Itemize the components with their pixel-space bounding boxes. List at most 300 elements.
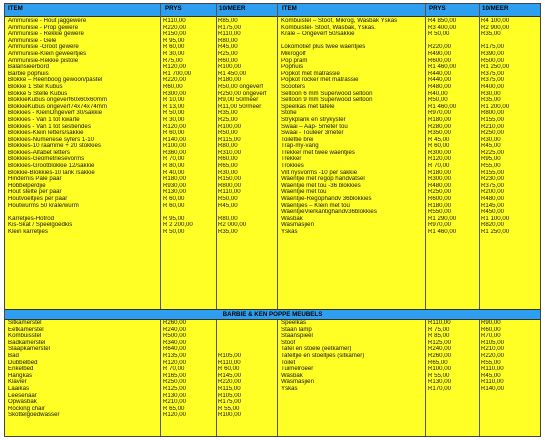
table-row bbox=[8, 366, 276, 373]
cell-prys: R360,00 bbox=[163, 149, 187, 156]
cell-item: Kombuistel – Stoof, Mikrog, Wasbak Yskas bbox=[281, 18, 398, 24]
table-row bbox=[281, 18, 539, 25]
table-row bbox=[8, 196, 276, 203]
cell-item: Leesenaar bbox=[8, 392, 37, 399]
cell-prys: R340,00 bbox=[163, 339, 187, 346]
cell-item: Blokkies - Van 1 tot kwarte bbox=[8, 116, 80, 123]
cell-prys: R1 700,00 bbox=[163, 70, 192, 77]
cell-item: Hout stelte per paar bbox=[8, 189, 62, 196]
table-row bbox=[8, 58, 276, 65]
cell-prys: R140,00 bbox=[163, 136, 187, 143]
table-row bbox=[8, 104, 276, 111]
cell-prys: R480,00 bbox=[428, 83, 452, 90]
table-row bbox=[281, 327, 539, 334]
cell-item: Houtvoeltjies per paar bbox=[8, 196, 68, 203]
cell-meer: R500,00 bbox=[481, 57, 505, 64]
table-row bbox=[8, 209, 276, 216]
cell-prys: R260,00 bbox=[163, 320, 187, 326]
table-row bbox=[281, 156, 539, 163]
cell-prys: R970,00 bbox=[428, 110, 452, 117]
cell-meer: R65,00 bbox=[218, 163, 238, 170]
cell-item: Hobbelperdjie bbox=[8, 182, 46, 189]
table-row bbox=[8, 346, 276, 353]
cell-prys: R110,00 bbox=[163, 18, 186, 24]
cell-meer: R200,00 bbox=[481, 189, 505, 196]
bottom-right-list bbox=[281, 320, 539, 393]
table-row bbox=[281, 353, 539, 360]
cell-item: Kombuistel- Stoof, Wasbak, Yskas. bbox=[281, 24, 376, 31]
cell-prys: R 50,00 bbox=[428, 31, 450, 38]
cell-meer: R45,00 bbox=[481, 372, 501, 379]
cell-meer: R1 250,00 bbox=[481, 229, 510, 235]
header-prys-right: PRYS bbox=[429, 5, 446, 12]
cell-meer: R 55,00 bbox=[218, 405, 240, 412]
table-row bbox=[8, 386, 276, 393]
cell-meer: R9,00 50/meer bbox=[218, 97, 259, 104]
cell-item: Ammunisie -Groot gewere bbox=[8, 44, 79, 51]
cell-meer: R30,00 bbox=[481, 90, 501, 97]
header-item-left: ITEM bbox=[8, 5, 23, 12]
cell-meer: R140,00 bbox=[481, 385, 505, 392]
cell-prys: R150,00 bbox=[163, 31, 187, 38]
table-row bbox=[8, 216, 276, 223]
cell-meer: R60,00 bbox=[481, 326, 501, 333]
cell-meer: R1 450,00 bbox=[218, 70, 247, 77]
header-meer-right: 10/MEER bbox=[482, 5, 509, 12]
cell-meer: R30,00 bbox=[218, 169, 238, 176]
cell-item: Waentjie met tou -36 blokkies bbox=[281, 182, 361, 189]
cell-item: BlokkieKubus ongeverf60x60x60mm bbox=[8, 97, 107, 104]
table-row bbox=[281, 209, 539, 216]
cell-prys: R600,00 bbox=[428, 57, 452, 64]
cell-prys: R 10,00 bbox=[163, 97, 185, 104]
table-row bbox=[281, 97, 539, 104]
table-row bbox=[8, 406, 276, 413]
header-item-right: ITEM bbox=[282, 5, 297, 12]
cell-meer: R80,00 bbox=[218, 143, 238, 150]
table-row bbox=[281, 124, 539, 131]
cell-prys: R 30,00 bbox=[163, 116, 185, 123]
cell-prys: R 95,00 bbox=[163, 215, 185, 222]
cell-prys: R 60,00 bbox=[428, 143, 450, 150]
table-row bbox=[8, 393, 276, 400]
cell-meer: R230,00 bbox=[481, 176, 505, 183]
cell-meer: R70,00 bbox=[481, 333, 501, 340]
cell-item: Waentjie met regop handvatsel bbox=[281, 176, 365, 183]
table-row bbox=[8, 117, 276, 124]
cell-item: Swaai – Aap- 5meter tou bbox=[281, 123, 348, 130]
cell-item: Yskas bbox=[281, 385, 298, 392]
cell-prys: R250,00 bbox=[428, 189, 452, 196]
table-row bbox=[281, 203, 539, 210]
table-row bbox=[8, 143, 276, 150]
header-prys-left: PRYS bbox=[165, 5, 182, 12]
cell-meer: R450,00 bbox=[481, 209, 505, 216]
cell-meer: R2 000,00 bbox=[218, 222, 247, 229]
table-row bbox=[281, 222, 539, 229]
table-row bbox=[8, 110, 276, 117]
cell-prys: R4 850,00 bbox=[428, 18, 457, 24]
cell-item: Tuimelroeer bbox=[281, 366, 314, 373]
cell-prys: R110,00 bbox=[428, 320, 451, 326]
cell-meer: R155,00 bbox=[481, 169, 505, 176]
table-row bbox=[8, 189, 276, 196]
cell-prys: R280,00 bbox=[428, 123, 452, 130]
cell-item: Blokkies - KleinOngeverf 30/sakkie bbox=[8, 110, 103, 117]
table-row bbox=[8, 71, 276, 78]
table-row bbox=[8, 91, 276, 98]
cell-item: Trekker met twee waentjies bbox=[281, 149, 355, 156]
cell-prys: R180,00 bbox=[163, 176, 187, 183]
cell-prys: R 55,00 bbox=[428, 372, 450, 379]
cell-prys: R 2 200,00 bbox=[163, 222, 193, 229]
table-row bbox=[8, 412, 276, 419]
table-row bbox=[8, 150, 276, 157]
cell-item: Popkot met matrassie bbox=[281, 70, 340, 77]
table-row bbox=[8, 84, 276, 91]
table-row bbox=[281, 104, 539, 111]
cell-item: Speelkas met tafele bbox=[281, 103, 335, 110]
table-row bbox=[8, 222, 276, 229]
cell-prys: R1 460,00 bbox=[428, 103, 457, 110]
cell-prys: R970,00 bbox=[428, 222, 452, 229]
table-row bbox=[281, 346, 539, 353]
cell-prys: R600,00 bbox=[428, 196, 452, 203]
cell-item: Swaai - Touleer 3meter bbox=[281, 130, 344, 137]
table-row bbox=[8, 137, 276, 144]
cell-meer: R35,00 bbox=[218, 229, 238, 235]
cell-item: Eetkamerstel bbox=[8, 326, 44, 333]
cell-prys: R125,00 bbox=[163, 385, 187, 392]
cell-prys: R135,00 bbox=[163, 352, 187, 359]
cell-meer: R375,00 bbox=[481, 70, 505, 77]
cell-prys: R130,00 bbox=[163, 189, 187, 196]
table-row bbox=[281, 216, 539, 223]
table-row bbox=[281, 170, 539, 177]
cell-prys: R1 460,00 bbox=[428, 229, 457, 235]
cell-prys: R 70,00 bbox=[428, 163, 450, 170]
cell-meer: R50,00 ongeverf bbox=[218, 83, 264, 90]
table-row bbox=[8, 44, 276, 51]
table-row bbox=[281, 117, 539, 124]
cell-item: Laaikas bbox=[8, 385, 30, 392]
cell-item: Wasmasjien bbox=[281, 379, 314, 386]
cell-prys: R 60,00 bbox=[163, 196, 185, 203]
table-row bbox=[281, 71, 539, 78]
cell-prys: R120,00 bbox=[163, 359, 187, 366]
cell-item: Toilettie brei bbox=[281, 136, 314, 143]
cell-meer: R250,00 ongeverf bbox=[218, 90, 267, 97]
cell-meer: R45,00 bbox=[481, 143, 501, 150]
cell-item: Stoof bbox=[281, 339, 296, 346]
cell-prys: R240,00 bbox=[163, 326, 187, 333]
table-row bbox=[281, 379, 539, 386]
cell-prys: R180,00 bbox=[428, 169, 452, 176]
cell-item: Strykplank en strykyster bbox=[281, 116, 346, 123]
table-row bbox=[8, 360, 276, 367]
cell-item: Trap-my-vang bbox=[281, 143, 319, 150]
cell-item: Staan lamp bbox=[281, 326, 312, 333]
cell-meer: R175,00 bbox=[218, 399, 242, 406]
cell-meer: R105,00 bbox=[218, 352, 242, 359]
table-header bbox=[5, 4, 540, 17]
cell-item: Popkot rocker met matrassie bbox=[281, 77, 359, 84]
cell-prys: R640,00 bbox=[163, 346, 187, 353]
cell-item: Toilet bbox=[281, 359, 296, 366]
table-row bbox=[8, 51, 276, 58]
table-row bbox=[8, 373, 276, 380]
cell-meer: R25,00 bbox=[218, 50, 238, 57]
cell-prys: R170,00 bbox=[428, 385, 452, 392]
cell-meer: R375,00 bbox=[481, 182, 505, 189]
cell-meer: R175,00 bbox=[481, 44, 505, 51]
cell-item: Seltoon 6 mm Superwood seltoon bbox=[281, 90, 373, 97]
header-meer-left: 10/MEER bbox=[219, 5, 246, 12]
cell-meer: R80,00 bbox=[218, 215, 238, 222]
cell-prys: R40,00 bbox=[428, 90, 448, 97]
cell-prys: R480,00 bbox=[428, 182, 452, 189]
cell-item: Staanspieël bbox=[281, 333, 313, 340]
table-row bbox=[281, 91, 539, 98]
cell-meer: R35,00 bbox=[218, 110, 238, 117]
cell-item: Blokkies-Numeriese syfers 1-10 bbox=[8, 136, 95, 143]
section-title: BARBIE & KEN POPPE MEUBELS bbox=[5, 309, 540, 320]
cell-meer: R110,00 bbox=[218, 359, 241, 366]
cell-item: Enkelbed bbox=[8, 366, 34, 373]
cell-item: Tafeltjie en stoeltjies (sitkamer) bbox=[281, 352, 365, 359]
cell-prys: R220,00 bbox=[163, 77, 187, 84]
table-row bbox=[281, 386, 539, 393]
cell-item: Slaapkamerstel bbox=[8, 346, 50, 353]
cell-prys: R260,00 bbox=[428, 352, 452, 359]
table-row bbox=[281, 163, 539, 170]
cell-item: Scooters bbox=[281, 83, 306, 90]
cell-prys: R 65,00 bbox=[163, 405, 185, 412]
cell-prys: R350,00 bbox=[428, 130, 452, 137]
table-row bbox=[281, 333, 539, 340]
cell-prys: R60,00 bbox=[163, 83, 183, 90]
cell-item: Opwasbak bbox=[8, 399, 37, 406]
cell-meer: R310,00 bbox=[218, 149, 242, 156]
cell-item: Karretjies-Hotrod bbox=[8, 215, 55, 222]
cell-meer: R210,00 bbox=[481, 346, 505, 353]
cell-meer: R1 250,00 bbox=[481, 64, 510, 71]
cell-prys: R100,00 bbox=[428, 366, 452, 373]
cell-prys: R 60,00 bbox=[163, 130, 185, 137]
cell-meer: R225,00 bbox=[481, 149, 505, 156]
table-row bbox=[8, 327, 276, 334]
cell-meer: R110,00 bbox=[481, 366, 504, 373]
cell-item: Ammunisie - Rekkie gewere bbox=[8, 31, 84, 38]
cell-prys: R240,00 bbox=[428, 346, 452, 353]
price-list-sheet bbox=[4, 3, 541, 437]
table-row bbox=[281, 189, 539, 196]
top-right-list bbox=[281, 18, 539, 236]
cell-item: Klein karretjies bbox=[8, 229, 48, 235]
table-row bbox=[8, 18, 276, 25]
table-row bbox=[281, 373, 539, 380]
cell-meer: R800,00 bbox=[218, 182, 242, 189]
table-row bbox=[281, 25, 539, 32]
cell-item: Lokomotief plus twee waentjies bbox=[281, 44, 366, 51]
table-row bbox=[8, 399, 276, 406]
cell-meer: R85,00 bbox=[218, 18, 238, 24]
cell-item: Waentjies – Klein met tou bbox=[281, 202, 350, 209]
cell-item: Barbie pophuis bbox=[8, 70, 49, 77]
table-row bbox=[8, 130, 276, 137]
cell-meer: R150,00 bbox=[218, 176, 242, 183]
table-row bbox=[281, 360, 539, 367]
table-row bbox=[281, 38, 539, 45]
cell-item: Trekker bbox=[281, 156, 302, 163]
cell-meer: R60,00 bbox=[218, 57, 238, 64]
cell-meer: R60,00 bbox=[218, 156, 238, 163]
cell-meer: R250,00 bbox=[481, 130, 505, 137]
cell-item: Tafel en stoele (eetkamer) bbox=[281, 346, 352, 353]
cell-item: Balansieerbord bbox=[8, 64, 49, 71]
cell-item: Blokkies-Alfabet letters bbox=[8, 149, 70, 156]
cell-item: Blokkie-Blokkies-10 lank /sakkie bbox=[8, 169, 95, 176]
cell-item: Wasbak bbox=[281, 372, 303, 379]
cell-item: Blokkies-Grootblokkie 12/sakkie bbox=[8, 163, 95, 170]
cell-item: Ammunisie-Rekkie pistole bbox=[8, 57, 79, 64]
cell-prys: R50,00 bbox=[428, 97, 448, 104]
table-row bbox=[8, 170, 276, 177]
table-row bbox=[281, 340, 539, 347]
table-row bbox=[8, 163, 276, 170]
cell-item: Kombuisstel bbox=[8, 333, 42, 340]
cell-meer: R95,00 bbox=[481, 156, 501, 163]
cell-prys: R 30,00 bbox=[163, 50, 185, 57]
table-row bbox=[8, 229, 276, 236]
cell-meer: R45,00 bbox=[218, 202, 238, 209]
cell-meer: R100,00 bbox=[218, 412, 242, 419]
cell-item: Sitkamerstel bbox=[8, 320, 42, 326]
cell-prys: R 13,00 bbox=[163, 103, 185, 110]
cell-item: Ammunisie - Gele bbox=[8, 37, 57, 44]
cell-meer: R30,00 bbox=[481, 136, 501, 143]
cell-item: Blokke 5 Stelle Kubus bbox=[8, 90, 68, 97]
table-row bbox=[281, 51, 539, 58]
cell-meer: R210,00 bbox=[481, 123, 505, 130]
cell-prys: R220,00 bbox=[163, 24, 187, 31]
table-row bbox=[8, 156, 276, 163]
cell-item: Hindernis Pale paar bbox=[8, 176, 62, 183]
cell-meer: R145,00 bbox=[218, 372, 242, 379]
cell-meer: R820,00 bbox=[481, 222, 505, 229]
cell-item: Blokkies-Geometriesevorms bbox=[8, 156, 85, 163]
cell-item: Yskas bbox=[281, 229, 298, 235]
cell-prys: R130,00 bbox=[428, 379, 452, 386]
cell-prys: R 40,00 bbox=[163, 169, 185, 176]
cell-meer: R115,00 bbox=[218, 385, 241, 392]
cell-item: BlokkieKubus ongeverf74x74x74mm bbox=[8, 103, 107, 110]
cell-meer: R390,00 bbox=[481, 50, 505, 57]
cell-prys: R300,00 bbox=[428, 176, 452, 183]
cell-meer: R110,00 bbox=[481, 379, 504, 386]
cell-item: Blokkies - Van 1 tot sestiendes bbox=[8, 123, 91, 130]
cell-meer: R105,00 bbox=[481, 339, 505, 346]
cell-meer: R175,00 bbox=[218, 24, 242, 31]
table-row bbox=[8, 25, 276, 32]
table-row bbox=[281, 130, 539, 137]
cell-meer: R220,00 bbox=[218, 379, 242, 386]
table-row bbox=[281, 137, 539, 144]
cell-prys: R180,00 bbox=[428, 202, 452, 209]
table-row bbox=[281, 196, 539, 203]
table-row bbox=[8, 183, 276, 190]
cell-item: Badkamerstel bbox=[8, 339, 46, 346]
cell-meer: R2 900,00 bbox=[481, 24, 510, 31]
cell-prys: R 70,00 bbox=[163, 366, 185, 373]
cell-item: Waentjie-Regophandv 36blokkies bbox=[281, 196, 372, 203]
cell-meer: R80,00 bbox=[218, 37, 238, 44]
top-left-list bbox=[8, 18, 276, 236]
cell-prys: R300,00 bbox=[163, 90, 187, 97]
cell-prys: R75,00 bbox=[163, 57, 183, 64]
cell-prys: R210,00 bbox=[163, 399, 187, 406]
cell-item: Ammunisie-Klein geweertjies bbox=[8, 50, 87, 57]
cell-item: Stofie bbox=[281, 110, 297, 117]
cell-item: Mikrogolf bbox=[281, 50, 306, 57]
cell-meer: R220,00 bbox=[481, 352, 505, 359]
cell-item: Pop pram bbox=[281, 57, 308, 64]
cell-meer: R105,00 bbox=[218, 392, 242, 399]
table-row bbox=[281, 58, 539, 65]
cell-item: Waentjie met tou bbox=[281, 189, 327, 196]
table-row bbox=[8, 77, 276, 84]
cell-item: Skottelgoedwasser bbox=[8, 412, 60, 419]
cell-prys: R930,00 bbox=[163, 182, 187, 189]
cell-item: WaentjieVierkantighandv36blokkies bbox=[281, 209, 377, 216]
cell-prys: R 95,00 bbox=[163, 37, 185, 44]
cell-prys: R440,00 bbox=[428, 70, 452, 77]
table-row bbox=[8, 176, 276, 183]
cell-prys: R 50,00 bbox=[163, 229, 185, 235]
cell-prys: R100,00 bbox=[163, 143, 187, 150]
cell-prys: R65,00 bbox=[428, 359, 448, 366]
cell-meer: R55,00 bbox=[481, 359, 501, 366]
table-row bbox=[281, 320, 539, 327]
cell-item: Speelkas bbox=[281, 320, 307, 326]
table-row bbox=[281, 229, 539, 236]
cell-item: Klavier bbox=[8, 379, 27, 386]
cell-item: Kis-Skat / Speelgoedkis bbox=[8, 222, 73, 229]
cell-prys: R550,00 bbox=[428, 209, 452, 216]
table-row bbox=[8, 320, 276, 327]
cell-prys: R130,00 bbox=[163, 392, 187, 399]
cell-meer: R35,00 bbox=[481, 97, 501, 104]
cell-item: Hangkas bbox=[8, 372, 33, 379]
table-row bbox=[8, 64, 276, 71]
table-row bbox=[8, 203, 276, 210]
table-row bbox=[281, 64, 539, 71]
cell-item: Houtwurms 50 krale/wurm bbox=[8, 202, 79, 209]
table-row bbox=[281, 366, 539, 373]
cell-meer: R55,00 bbox=[481, 163, 501, 170]
table-row bbox=[8, 379, 276, 386]
cell-meer: R1 200,00 bbox=[481, 103, 510, 110]
cell-meer: R100,00 bbox=[218, 64, 242, 71]
cell-meer: R800,00 bbox=[481, 110, 505, 117]
cell-prys: R1 290,00 bbox=[428, 215, 457, 222]
table-row bbox=[281, 176, 539, 183]
cell-prys: R500,00 bbox=[163, 333, 187, 340]
table-row bbox=[281, 84, 539, 91]
cell-item: Dubbelbed bbox=[8, 359, 38, 366]
cell-prys: R 50,00 bbox=[163, 110, 185, 117]
cell-item: Ammunisie - Prop gewere bbox=[8, 24, 79, 31]
